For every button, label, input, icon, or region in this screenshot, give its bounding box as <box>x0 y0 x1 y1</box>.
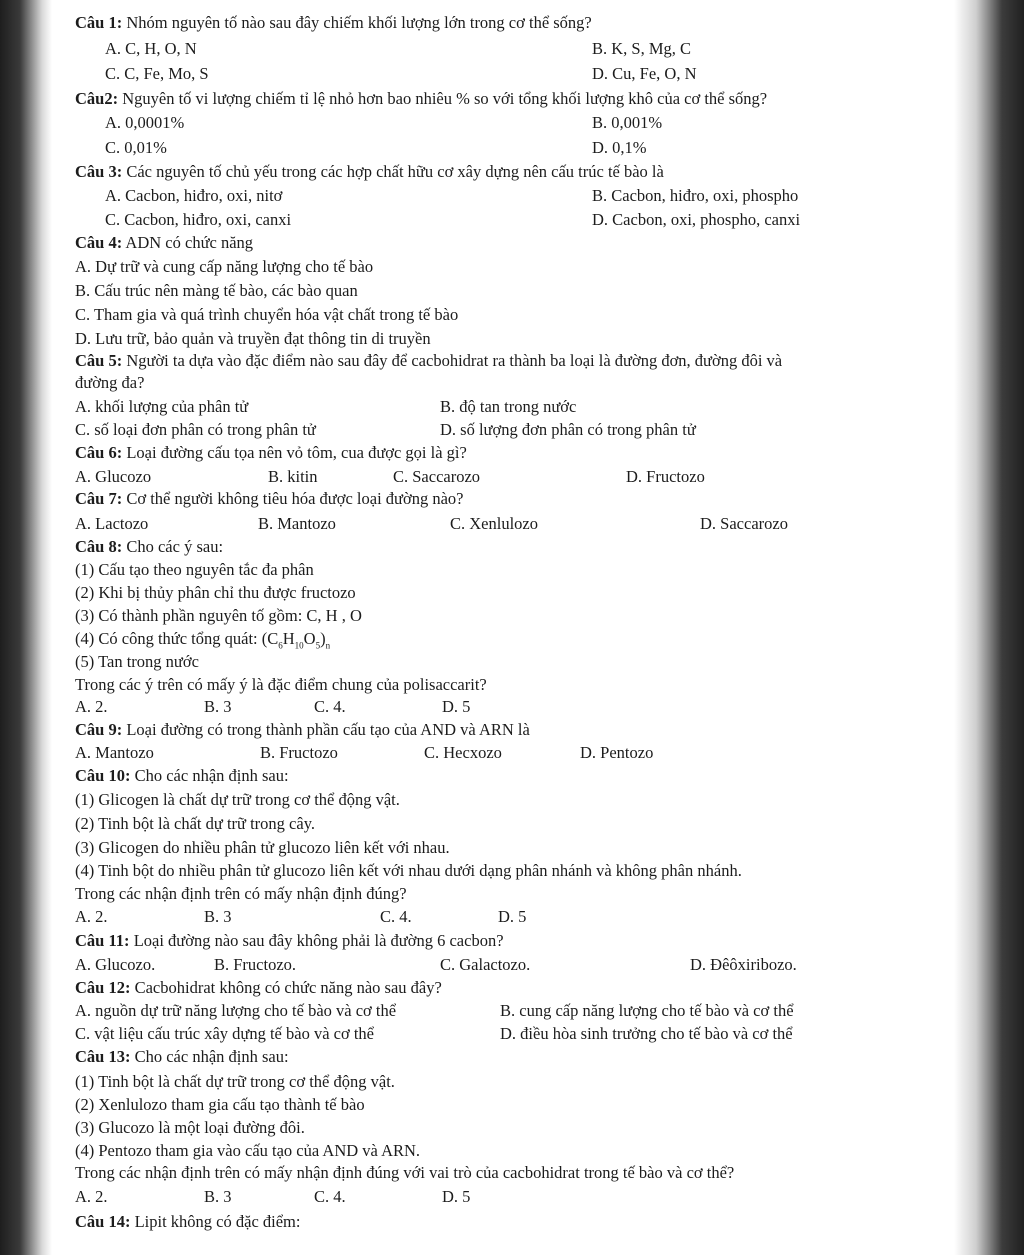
question-12: Câu 12: Cacbohidrat không có chức năng nào sau đây? <box>75 978 442 997</box>
question-8-stem: Trong các ý trên có mấy ý là đặc điểm chung của polisaccarit? <box>75 675 487 694</box>
option-5b: B. độ tan trong nước <box>440 397 577 416</box>
option-5c: C. số loại đơn phân có trong phân tử <box>75 420 316 439</box>
option-10d: D. 5 <box>498 907 527 926</box>
option-1a: A. C, H, O, N <box>105 39 197 58</box>
option-3c: C. Cacbon, hiđro, oxi, canxi <box>105 210 292 229</box>
option-13d: D. 5 <box>442 1187 471 1206</box>
statement-13-1: (1) Tinh bột là chất dự trữ trong cơ thể động vật. <box>75 1072 395 1091</box>
statement-8-5: (5) Tan trong nước <box>75 652 199 671</box>
option-5d: D. số lượng đơn phân có trong phân tử <box>440 420 696 439</box>
option-13a: A. 2. <box>75 1187 108 1206</box>
question-5-cont: đường đa? <box>75 373 145 392</box>
statement-13-2: (2) Xenlulozo tham gia cấu tạo thành tế bào <box>75 1095 365 1114</box>
option-9b: B. Fructozo <box>260 743 338 762</box>
option-6c: C. Saccarozo <box>393 467 481 486</box>
option-2d: D. 0,1% <box>592 138 647 157</box>
option-10a: A. 2. <box>75 907 108 926</box>
option-2a: A. 0,0001% <box>105 113 185 132</box>
question-2: Câu2: Nguyên tố vi lượng chiếm tỉ lệ nhỏ hơn bao nhiêu % so với tổng khối lượng khô của cơ thể sống? <box>75 89 768 108</box>
question-4: Câu 4: ADN có chức năng <box>75 233 254 252</box>
option-8b: B. 3 <box>204 697 232 716</box>
option-1c: C. C, Fe, Mo, S <box>105 64 209 83</box>
question-3: Câu 3: Các nguyên tố chủ yếu trong các hợp chất hữu cơ xây dựng nên cấu trúc tế bào là <box>75 162 664 181</box>
option-7d: D. Saccarozo <box>700 514 788 533</box>
option-10c: C. 4. <box>380 907 412 926</box>
option-9c: C. Hecxozo <box>424 743 502 762</box>
option-11c: C. Galactozo. <box>440 955 531 974</box>
option-2c: C. 0,01% <box>105 138 167 157</box>
option-10b: B. 3 <box>204 907 232 926</box>
statement-8-3: (3) Có thành phần nguyên tố gồm: C, H , O <box>75 606 362 625</box>
option-12a: A. nguồn dự trữ năng lượng cho tế bào và cơ thể <box>75 1001 397 1020</box>
question-14: Câu 14: Lipit không có đặc điểm: <box>75 1212 301 1231</box>
option-4d: D. Lưu trữ, bảo quản và truyền đạt thông tin di truyền <box>75 329 431 348</box>
option-5a: A. khối lượng của phân tử <box>75 397 249 416</box>
option-4b: B. Cấu trúc nên màng tế bào, các bào quan <box>75 281 358 300</box>
option-8a: A. 2. <box>75 697 108 716</box>
option-4c: C. Tham gia và quá trình chuyển hóa vật chất trong tế bào <box>75 305 459 324</box>
option-9d: D. Pentozo <box>580 743 654 762</box>
option-7c: C. Xenlulozo <box>450 514 538 533</box>
question-13-stem: Trong các nhận định trên có mấy nhận định đúng với vai trò của cacbohidrat trong tế bào và cơ thể? <box>75 1163 735 1182</box>
question-11: Câu 11: Loại đường nào sau đây không phải là đường 6 cacbon? <box>75 931 504 950</box>
option-6d: D. Fructozo <box>626 467 705 486</box>
option-2b: B. 0,001% <box>592 113 663 132</box>
photo-right-edge <box>954 0 1024 1255</box>
option-11b: B. Fructozo. <box>214 955 297 974</box>
option-11a: A. Glucozo. <box>75 955 156 974</box>
option-8c: C. 4. <box>314 697 346 716</box>
option-11d: D. Đêôxiribozo. <box>690 955 797 974</box>
option-12b: B. cung cấp năng lượng cho tế bào và cơ thể <box>500 1001 794 1020</box>
option-13c: C. 4. <box>314 1187 346 1206</box>
option-12d: D. điều hòa sinh trưởng cho tế bào và cơ thể <box>500 1024 793 1043</box>
option-6b: B. kitin <box>268 467 318 486</box>
question-5: Câu 5: Người ta dựa vào đặc điểm nào sau đây để cacbohidrat ra thành ba loại là đường đơn, đường đôi và <box>75 351 783 370</box>
question-10: Câu 10: Cho các nhận định sau: <box>75 766 289 785</box>
option-3a: A. Cacbon, hiđro, oxi, nitơ <box>105 186 283 205</box>
statement-8-1: (1) Cấu tạo theo nguyên tắc đa phân <box>75 560 314 579</box>
question-8: Câu 8: Cho các ý sau: <box>75 537 224 556</box>
option-6a: A. Glucozo <box>75 467 152 486</box>
question-7: Câu 7: Cơ thể người không tiêu hóa được loại đường nào? <box>75 489 464 508</box>
statement-13-3: (3) Glucozo là một loại đường đôi. <box>75 1118 305 1137</box>
option-7a: A. Lactozo <box>75 514 149 533</box>
statement-10-3: (3) Glicogen do nhiều phân tử glucozo liên kết với nhau. <box>75 838 450 857</box>
statement-8-2: (2) Khi bị thủy phân chỉ thu được fructozo <box>75 583 356 602</box>
statement-10-2: (2) Tinh bột là chất dự trữ trong cây. <box>75 814 315 833</box>
option-9a: A. Mantozo <box>75 743 154 762</box>
statement-10-4: (4) Tinh bột do nhiều phân tử glucozo liên kết với nhau dưới dạng phân nhánh và không phân nhánh. <box>75 861 742 880</box>
option-1b: B. K, S, Mg, C <box>592 39 692 58</box>
photo-left-edge <box>0 0 52 1255</box>
option-3b: B. Cacbon, hiđro, oxi, phospho <box>592 186 799 205</box>
option-3d: D. Cacbon, oxi, phospho, canxi <box>592 210 801 229</box>
question-13: Câu 13: Cho các nhận định sau: <box>75 1047 289 1066</box>
question-6: Câu 6: Loại đường cấu tọa nên vỏ tôm, cua được gọi là gì? <box>75 443 467 462</box>
question-10-stem: Trong các nhận định trên có mấy nhận định đúng? <box>75 884 407 903</box>
question-1: Câu 1: Nhóm nguyên tố nào sau đây chiếm khối lượng lớn trong cơ thể sống? <box>75 13 592 32</box>
question-9: Câu 9: Loại đường có trong thành phần cấu tạo của AND và ARN là <box>75 720 530 739</box>
option-4a: A. Dự trữ và cung cấp năng lượng cho tế bào <box>75 257 374 276</box>
option-13b: B. 3 <box>204 1187 232 1206</box>
option-8d: D. 5 <box>442 697 471 716</box>
statement-8-4: (4) Có công thức tổng quát: $(C_6H_{10}O_5)_n$ <box>75 629 331 651</box>
option-12c: C. vật liệu cấu trúc xây dựng tế bào và cơ thể <box>75 1024 374 1043</box>
option-7b: B. Mantozo <box>258 514 336 533</box>
statement-10-1: (1) Glicogen là chất dự trữ trong cơ thể động vật. <box>75 790 400 809</box>
statement-13-4: (4) Pentozo tham gia vào cấu tạo của AND và ARN. <box>75 1141 421 1160</box>
option-1d: D. Cu, Fe, O, N <box>592 64 697 83</box>
